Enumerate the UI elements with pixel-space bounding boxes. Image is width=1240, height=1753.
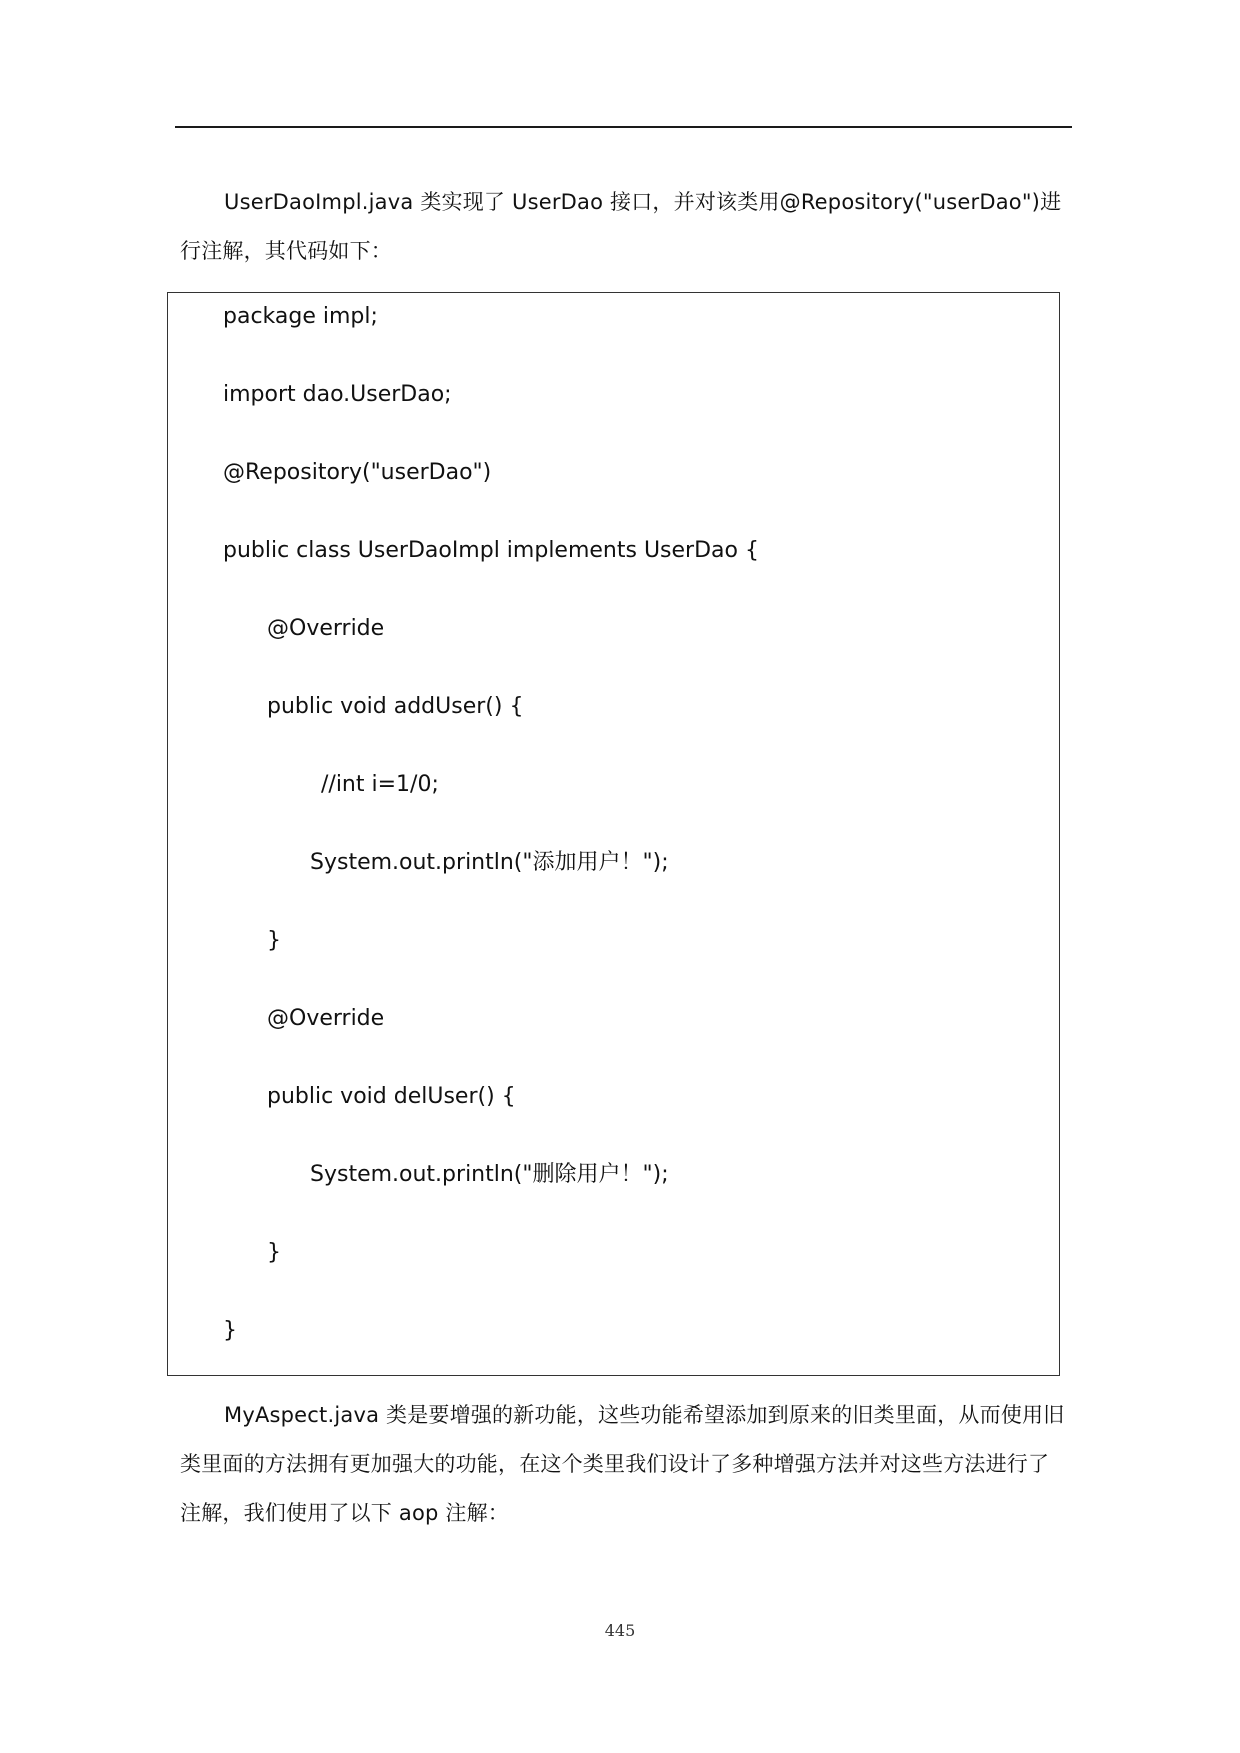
code-line: import dao.UserDao; [223,382,452,407]
header-rule [175,126,1072,128]
code-line: @Override [267,616,385,641]
intro-paragraph: UserDaoImpl.java 类实现了 UserDao 接口，并对该类用@Repository("userDao")进行注解，其代码如下： [180,190,1062,263]
code-line: } [267,1240,281,1265]
page-number: 445 [604,1621,636,1640]
code-line: System.out.println("删除用户！"); [310,1162,669,1187]
code-line: public void delUser() { [267,1084,516,1109]
code-line: package impl; [223,304,378,329]
code-line: System.out.println("添加用户！"); [310,850,669,875]
code-line: public class UserDaoImpl implements UserDao { [223,538,759,563]
code-line: } [223,1318,237,1343]
code-listing [167,292,1060,1376]
code-line: } [267,928,281,953]
code-line: @Repository("userDao") [223,460,492,485]
code-line: //int i=1/0; [321,772,439,797]
code-line: @Override [267,1006,385,1031]
aspect-paragraph: MyAspect.java 类是要增强的新功能，这些功能希望添加到原来的旧类里面，从而使用旧类里面的方法拥有更加强大的功能，在这个类里我们设计了多种增强方法并对这些方法进行了注解，我们使用了以下 aop 注解： [180,1403,1065,1525]
code-line: public void addUser() { [267,694,524,719]
